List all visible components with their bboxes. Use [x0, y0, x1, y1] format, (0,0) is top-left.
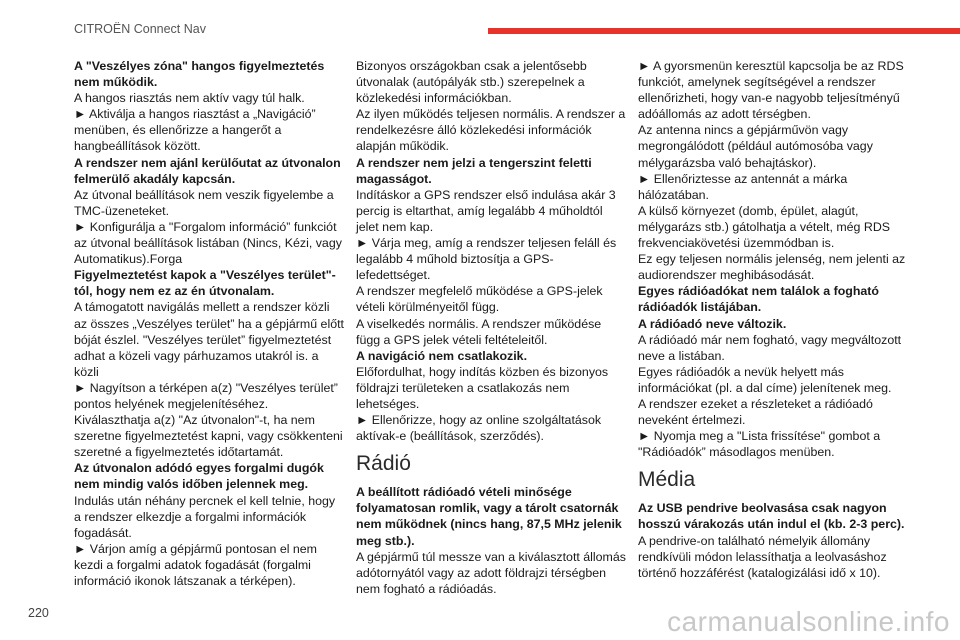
watermark-logo: carmanualsonline.info: [667, 606, 950, 637]
paragraph: Ez egy teljesen normális jelenség, nem jelenti az audiorendszer meghibásodását.: [638, 252, 906, 283]
paragraph: Indulás után néhány percnek el kell telnie, hogy a rendszer elkezdje a forgalmi információk fogadását.: [74, 493, 336, 540]
paragraph: Indításkor a GPS rendszer első indulása akár 3 percig is eltarthat, amíg legalább 4 műholdtól jelet nem kap.: [356, 187, 616, 234]
paragraph: Az antenna nincs a gépjárművön vagy megrongálódott (például autómosóba vagy mélygarázsba való behajtáskor).: [638, 123, 873, 170]
document-header-title: CITROËN Connect Nav: [74, 22, 206, 36]
paragraph: ► Nyomja meg a "Lista frissítése" gombot a "Rádióadók” másodlagos menüben.: [638, 429, 881, 460]
paragraph: A viselkedés normális. A rendszer működése függ a GPS jelek vételi feltételeitől.: [356, 316, 602, 347]
paragraph: A pendrive-on található némelyik állomány rendkívüli módon lelassíthatja a leolvasáshoz történő hozzáférést (katalogizálási idő x 10).: [638, 533, 887, 580]
question-heading: A beállított rádióadó vételi minősége folyamatosan romlik, vagy a tárolt csatornák nem működnek (nincs hang, 87,5 MHz jelenik meg stb.).: [356, 485, 622, 548]
paragraph: ► Aktiválja a hangos riasztást a „Navigáció” menüben, és ellenőrizze a hangerőt a hangbeállítások között.: [74, 107, 316, 154]
paragraph: ► Várja meg, amíg a rendszer teljesen feláll és legalább 4 műhold biztosítja a GPS-lefedettséget.: [356, 236, 617, 283]
paragraph: ► Konfigurálja a "Forgalom információ” funkciót az útvonal beállítások listában (Nincs, Kézi, vagy Automatikus).Forga: [74, 219, 342, 267]
paragraph: ► Ellenőrizze, hogy az online szolgáltatások aktívak-e (beállítások, szerződés).: [356, 413, 602, 444]
text-column-1: [74, 58, 344, 589]
paragraph: A külső környezet (domb, épület, alagút, mélygarázs stb.) gátolhatja a vételt, még RDS frekvenciakövetési üzemmódban is.: [638, 203, 891, 251]
question-heading: Egyes rádióadókat nem találok a fogható rádióadók listájában.: [638, 284, 879, 315]
question-heading: A "Veszélyes zóna" hangos figyelmeztetés nem működik.: [74, 59, 325, 90]
paragraph: A gépjármű túl messze van a kiválasztott állomás adótornyától vagy az adott földrajzi térségben nem fogható a rádióadás.: [356, 549, 626, 596]
question-heading: A navigáció nem csatlakozik.: [356, 348, 528, 363]
paragraph: Bizonyos országokban csak a jelentősebb útvonalak (autópályák stb.) szerepelnek a közlekedési információkban.: [356, 59, 587, 106]
paragraph: A rendszer megfelelő működése a GPS-jelek vételi körülményeitől függ.: [356, 284, 603, 315]
question-heading: Figyelmeztetést kapok a "Veszélyes terület"-tól, hogy nem ez az én útvonalam.: [74, 268, 336, 299]
question-heading: Az útvonalon adódó egyes forgalmi dugók nem mindig valós időben jelennek meg.: [74, 461, 324, 492]
question-heading: A rendszer nem ajánl kerülőutat az útvonalon felmerülő akadály kapcsán.: [74, 155, 341, 186]
paragraph: A támogatott navigálás mellett a rendszer közli az összes „Veszélyes terület” ha a gépjármű előtt bóját észlel. "Veszélyes terület” figyelmeztetést adhat a közeli vagy párhuzamos utakról is. a közli: [74, 300, 344, 379]
paragraph: Az útvonal beállítások nem veszik figyelembe a TMC-üzeneteket.: [74, 187, 334, 218]
paragraph: A rádióadó már nem fogható, vagy megváltozott neve a listában.: [638, 332, 902, 363]
paragraph: ► Ellenőriztesse az antennát a márka hálózatában.: [638, 171, 848, 202]
paragraph: ► Várjon amíg a gépjármű pontosan el nem kezdi a forgalmi adatok fogadását (forgalmi információ ikonok látszanak a térképen).: [74, 541, 318, 588]
text-column-2: [356, 58, 626, 597]
paragraph: ► A gyorsmenün keresztül kapcsolja be az RDS funkciót, amelynek segítségével a rendszer ellenőrizheti, hogy van-e nagyobb teljesítményű adóállomás az adott térségben.: [638, 59, 904, 122]
paragraph: Egyes rádióadók a nevük helyett más információkat (pl. a dal címe) jelenítenek meg.: [638, 364, 892, 395]
question-heading: Az USB pendrive beolvasása csak nagyon hosszú várakozás után indul el (kb. 2-3 perc).: [638, 501, 905, 532]
header-accent-bar: [488, 28, 960, 34]
paragraph: A hangos riasztás nem aktív vagy túl halk.: [74, 91, 305, 106]
text-column-3: [638, 58, 920, 581]
question-heading: A rádióadó neve változik.: [638, 316, 787, 331]
paragraph: A rendszer ezeket a részleteket a rádióadó neveként értelmezi.: [638, 396, 873, 428]
section-heading: Média: [638, 468, 696, 492]
question-heading: A rendszer nem jelzi a tengerszint feletti magasságot.: [356, 155, 592, 186]
paragraph: Az ilyen működés teljesen normális. A rendszer a rendelkezésre álló közlekedési információk alapján működik.: [356, 107, 626, 154]
paragraph: ► Nagyítson a térképen a(z) "Veszélyes terület” pontos helyének megjelenítéséhez. Kiválaszthatja a(z) "Az útvonalon"-t, ha nem szeretne figyelmeztetést kapni, vagy csökkenteni szeretné a figyelmeztetés időtartamát.: [74, 380, 343, 460]
paragraph: Előfordulhat, hogy indítás közben és bizonyos földrajzi területeken a csatlakozás nem lehetséges.: [356, 364, 609, 411]
section-heading: Rádió: [356, 452, 411, 476]
page-number: 220: [28, 606, 49, 620]
